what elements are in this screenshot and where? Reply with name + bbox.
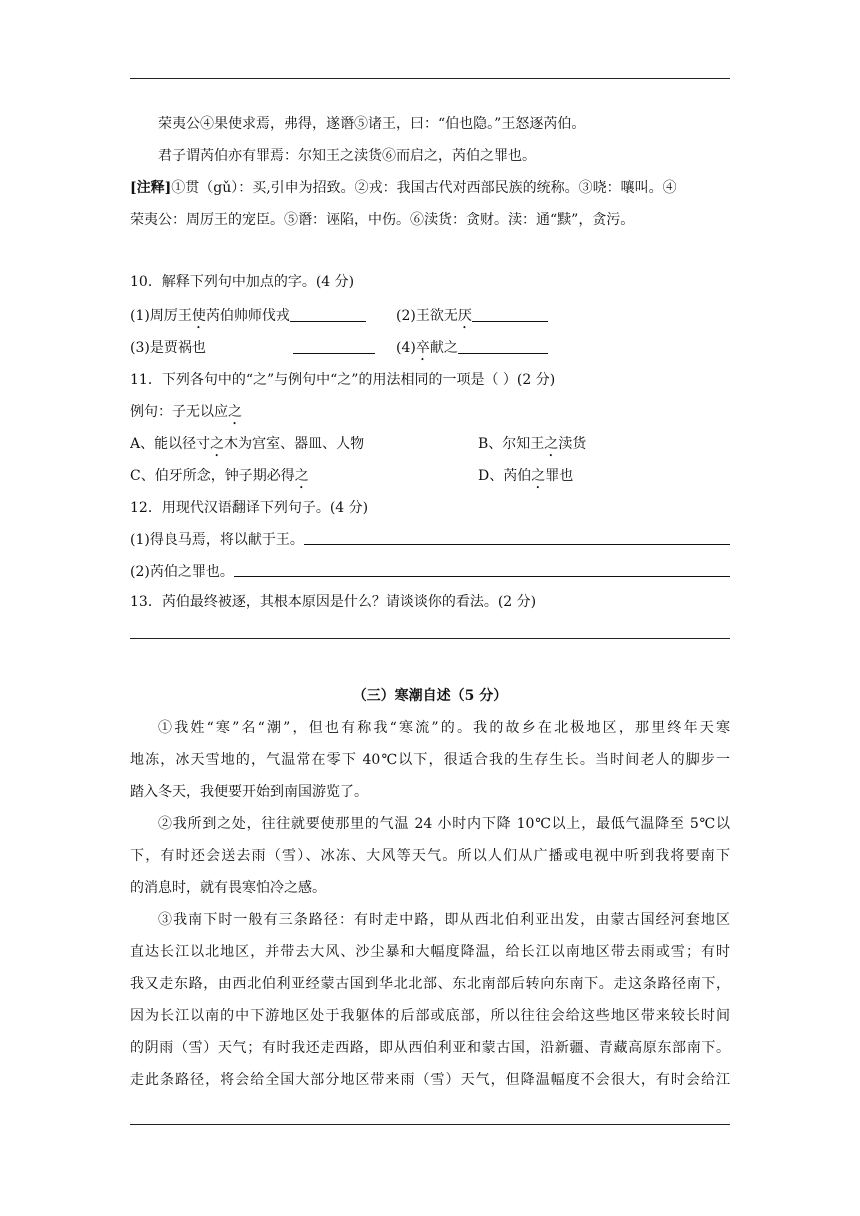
paragraph-line: 我又走东路，由西北伯利亚经蒙古国到华北北部、东北南部后转向东南下。走这条路径南下， [130, 976, 730, 992]
answer-line[interactable] [304, 530, 730, 545]
section-divider [130, 638, 730, 639]
answer-blank[interactable] [290, 307, 366, 322]
notes-line: 荣夷公：周厉王的宠臣。⑤谮：诬陷，中伤。⑥渎货：贪财。渎：通“黩”，贪污。 [130, 212, 635, 228]
question-10-stem: 10．解释下列句中加点的字。(4 分) [130, 274, 355, 290]
question-13-stem: 13．芮伯最终被逐，其根本原因是什么？请谈谈你的看法。(2 分) [130, 594, 537, 610]
paragraph-line: 下，有时还会送去雨（雪）、冰冻、大风等天气。所以人们从广播或电视中听到我将要南下 [130, 848, 730, 864]
paragraph-line: 的阴雨（雪）天气；有时我还走西路，即从西伯利亚和蒙古国，沿新疆、青藏高原东部南下。 [130, 1040, 730, 1056]
paragraph-line: 踏入冬天，我便要开始到南国游览了。 [130, 784, 368, 800]
section-3-title: （三）寒潮自述（5 分） [352, 688, 508, 704]
question-11-example: 例句：子无以应之 [130, 404, 242, 420]
footer-rule [130, 1124, 730, 1125]
paragraph-line: ③我南下时一般有三条路径：有时走中路，即从西北伯利亚出发，由蒙古国经河套地区 [158, 912, 730, 928]
question-11-stem: 11．下列各句中的“之”与例句中“之”的用法相同的一项是（ ）(2 分) [130, 372, 556, 388]
passage-line: 荣夷公④果使求焉，弗得，遂谮⑤诸王，曰：“伯也隐。”王怒逐芮伯。 [158, 116, 586, 132]
answer-blank[interactable] [293, 339, 375, 354]
question-12-stem: 12．用现代汉语翻译下列句子。(4 分) [130, 500, 369, 516]
notes-label: [注释] [130, 180, 172, 196]
paragraph-line: 因为长江以南的中下游地区处于我躯体的后部或底部，所以往往会给这些地区带来较长时间 [130, 1008, 730, 1024]
notes-line: [注释]①贯（gǔ）：买,引申为招致。②戎：我国古代对西部民族的统称。③哓：嚷叫。④ [130, 180, 677, 196]
paragraph-line: 的消息时，就有畏寒怕冷之感。 [130, 880, 326, 896]
passage-line: 君子谓芮伯亦有罪焉：尔知王之渎货⑥而启之，芮伯之罪也。 [158, 148, 536, 164]
question-12-sentence-2: (2)芮伯之罪也。 [130, 562, 730, 582]
paragraph-line: 直达长江以北地区，并带去大风、沙尘暴和大幅度降温，给长江以南地区带去雨或雪；有时 [130, 944, 730, 960]
header-rule [130, 78, 730, 79]
option-a[interactable]: A、能以径寸之木为宫室、器皿、人物 [130, 436, 365, 452]
answer-blank[interactable] [472, 307, 548, 322]
option-b[interactable]: B、尔知王之渎货 [478, 436, 587, 452]
answer-blank[interactable] [458, 339, 548, 354]
paragraph-line: ②我所到之处，往往就要使那里的气温 24 小时内下降 10℃以上，最低气温降至 5℃以 [158, 816, 730, 832]
question-12-sentence-1: (1)得良马焉，将以献于王。 [130, 530, 730, 550]
option-d[interactable]: D、芮伯之罪也 [478, 468, 574, 484]
option-c[interactable]: C、伯牙所念，钟子期必得之 [130, 468, 309, 484]
paragraph-line: ①我姓“寒”名“潮”，但也有称我“寒流”的。我的故乡在北极地区，那里终年天寒 [158, 720, 730, 736]
paragraph-line: 地冻，冰天雪地的，气温常在零下 40℃以下，很适合我的生存生长。当时间老人的脚步一 [130, 752, 730, 768]
paragraph-line: 走此条路径，将会给全国大部分地区带来雨（雪）天气，但降温幅度不会很大，有时会给江 [130, 1072, 730, 1088]
answer-line[interactable] [234, 562, 730, 577]
